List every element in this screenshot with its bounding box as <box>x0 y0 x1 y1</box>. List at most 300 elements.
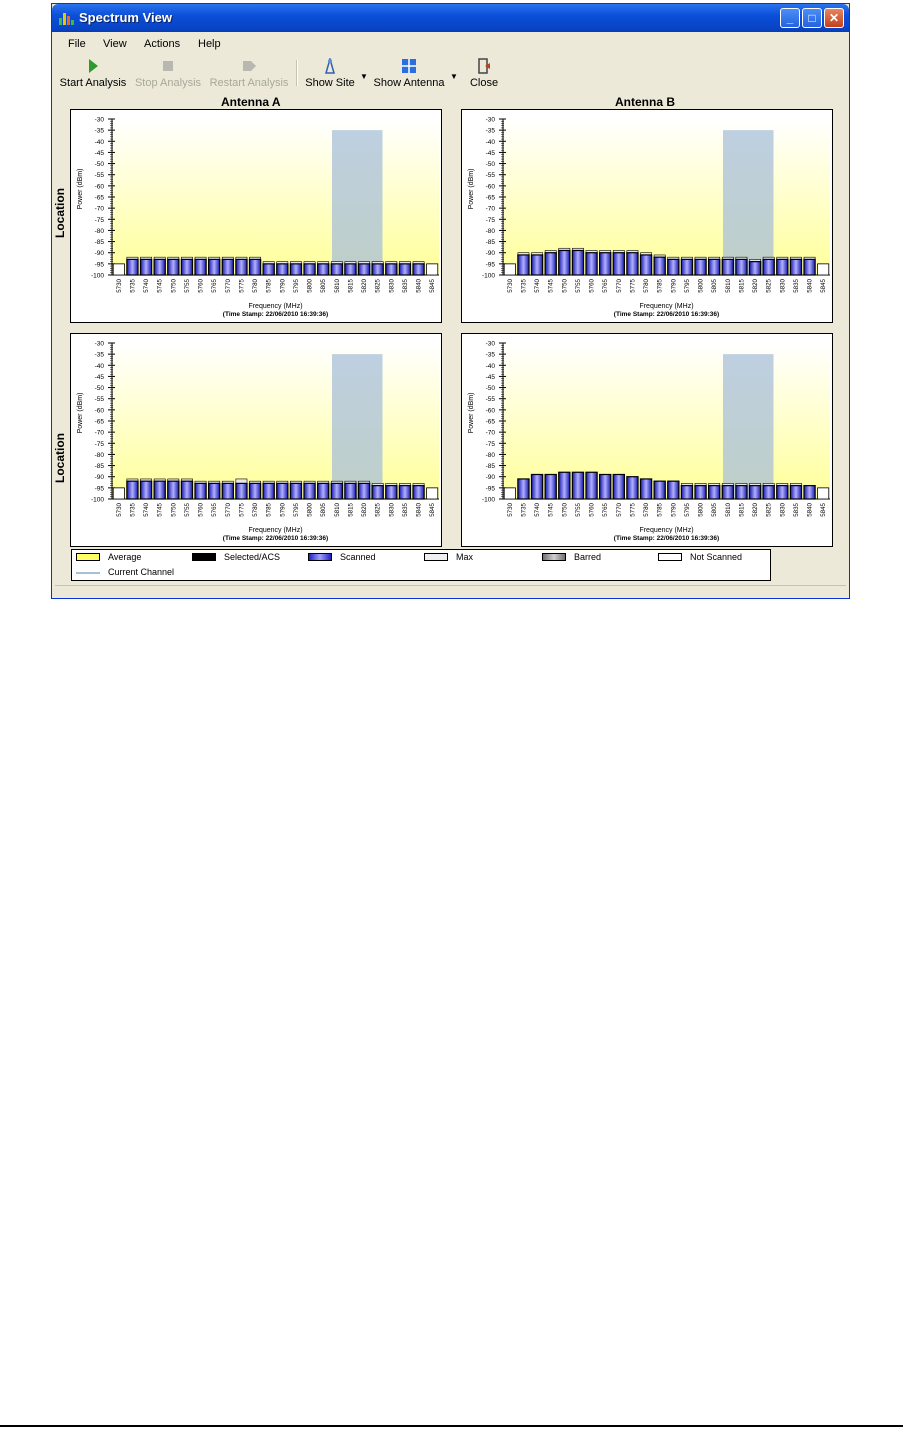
y-tick-label: -90 <box>94 474 104 482</box>
scanned-bar <box>627 253 638 275</box>
x-tick-label: 5840 <box>806 279 814 293</box>
status-bar <box>55 585 846 598</box>
legend-swatch <box>424 553 448 561</box>
y-tick-label: -85 <box>485 463 495 471</box>
show-antenna-dropdown-icon[interactable]: ▼ <box>450 72 458 81</box>
scanned-bar <box>545 253 556 275</box>
scanned-bar <box>572 250 583 275</box>
y-tick-label: -55 <box>485 172 495 180</box>
chart-antenna-a-bottom <box>70 333 442 547</box>
y-tick-label: -45 <box>94 149 104 157</box>
scanned-bar <box>386 486 397 499</box>
x-tick-label: 5810 <box>333 279 341 293</box>
x-tick-label: 5845 <box>429 279 437 293</box>
minimize-button[interactable]: _ <box>780 8 800 28</box>
scanned-bar <box>804 259 815 275</box>
scanned-bar <box>209 259 220 275</box>
y-tick-label: -35 <box>94 351 104 359</box>
x-tick-label: 5765 <box>211 503 219 517</box>
stop-icon <box>160 58 176 74</box>
x-tick-label: 5845 <box>820 503 828 517</box>
x-tick-label: 5825 <box>765 279 773 293</box>
scanned-bar <box>804 486 815 499</box>
current-channel-band <box>723 354 774 499</box>
legend-label: Average <box>108 552 142 562</box>
legend-item-scanned <box>308 552 418 564</box>
scanned-bar <box>263 483 274 499</box>
scanned-bar <box>613 253 624 275</box>
x-tick-label: 5760 <box>197 503 205 517</box>
timestamp-label: (Time Stamp: 22/06/2010 16:39:36) <box>613 311 720 318</box>
y-tick-label: -40 <box>94 362 104 370</box>
scanned-bar <box>263 264 274 275</box>
x-tick-label: 5815 <box>347 503 355 517</box>
legend-swatch <box>76 572 100 574</box>
x-tick-label: 5835 <box>401 279 409 293</box>
scanned-bar <box>413 264 424 275</box>
x-tick-label: 5795 <box>292 279 300 293</box>
x-tick-label: 5805 <box>320 279 328 293</box>
scanned-bar <box>181 259 192 275</box>
scanned-bar <box>386 264 397 275</box>
x-tick-label: 5800 <box>306 279 314 293</box>
scanned-bar <box>709 259 720 275</box>
scanned-bar <box>168 259 179 275</box>
x-tick-label: 5780 <box>643 279 651 293</box>
y-tick-label: -30 <box>485 116 495 124</box>
menu-help[interactable]: Help <box>198 38 221 50</box>
y-tick-label: -45 <box>94 373 104 381</box>
x-tick-label: 5760 <box>588 503 596 517</box>
x-tick-label: 5785 <box>656 279 664 293</box>
spectrum-chart-svg <box>462 334 832 546</box>
scanned-bar <box>331 483 342 499</box>
scanned-bar <box>613 474 624 499</box>
column-heading-antenna-b: Antenna B <box>615 95 675 109</box>
y-tick-label: -50 <box>485 385 495 393</box>
plot-background <box>112 119 439 275</box>
not-scanned-bar <box>504 264 515 275</box>
legend-label: Max <box>456 552 474 562</box>
scanned-bar <box>654 257 665 275</box>
scanned-bar <box>681 486 692 499</box>
x-tick-label: 5735 <box>129 503 137 517</box>
y-tick-label: -70 <box>94 429 104 437</box>
scanned-bar <box>399 486 410 499</box>
scanned-bar <box>586 472 597 499</box>
scanned-bar <box>763 259 774 275</box>
x-tick-label: 5775 <box>238 279 246 293</box>
x-tick-label: 5775 <box>629 279 637 293</box>
x-tick-label: 5745 <box>156 279 164 293</box>
y-tick-label: -35 <box>485 127 495 135</box>
y-tick-label: -80 <box>485 451 495 459</box>
scanned-bar <box>277 483 288 499</box>
scanned-bar <box>249 483 260 499</box>
y-tick-label: -70 <box>485 429 495 437</box>
scanned-bar <box>304 483 315 499</box>
toolbar <box>56 56 844 90</box>
restart-analysis-button[interactable] <box>208 56 290 90</box>
y-tick-label: -65 <box>94 418 104 426</box>
x-axis-label: Frequency (MHz) <box>248 303 303 310</box>
scanned-bar <box>372 264 383 275</box>
x-axis-label: Frequency (MHz) <box>639 527 694 534</box>
scanned-bar <box>749 486 760 499</box>
x-tick-label: 5735 <box>520 279 528 293</box>
row-heading-location-2: Location <box>53 433 67 483</box>
scanned-bar <box>168 481 179 499</box>
x-tick-label: 5820 <box>752 279 760 293</box>
x-tick-label: 5805 <box>320 503 328 517</box>
x-tick-label: 5755 <box>183 279 191 293</box>
legend-item-barred <box>542 552 652 564</box>
not-scanned-bar <box>113 264 124 275</box>
x-tick-label: 5770 <box>615 279 623 293</box>
x-tick-label: 5845 <box>429 503 437 517</box>
spectrum-chart-svg <box>462 110 832 322</box>
y-tick-label: -60 <box>485 183 495 191</box>
y-tick-label: -35 <box>485 351 495 359</box>
x-tick-label: 5820 <box>361 279 369 293</box>
y-tick-label: -65 <box>94 194 104 202</box>
restart-analysis-label: Restart Analysis <box>209 77 289 89</box>
y-tick-label: -90 <box>485 474 495 482</box>
scanned-bar <box>668 259 679 275</box>
x-tick-label: 5785 <box>265 279 273 293</box>
scanned-bar <box>749 262 760 275</box>
scanned-bar <box>195 483 206 499</box>
menu-file[interactable]: File <box>68 38 86 50</box>
x-tick-label: 5770 <box>615 503 623 517</box>
scanned-bar <box>518 479 529 499</box>
scanned-bar <box>249 259 260 275</box>
x-tick-label: 5840 <box>415 503 423 517</box>
x-tick-label: 5730 <box>115 279 123 293</box>
scanned-bar <box>559 250 570 275</box>
y-tick-label: -100 <box>90 272 104 280</box>
scanned-bar <box>140 481 151 499</box>
restart-icon <box>241 58 257 74</box>
scanned-bar <box>399 264 410 275</box>
menu-actions[interactable]: Actions <box>144 38 181 50</box>
spectrum-chart-svg <box>71 110 441 322</box>
maximize-button[interactable]: □ <box>802 8 822 28</box>
spectrum-chart-svg <box>71 334 441 546</box>
x-tick-label: 5800 <box>306 503 314 517</box>
scanned-bar <box>345 264 356 275</box>
scanned-bar <box>722 259 733 275</box>
y-tick-label: -100 <box>481 272 495 280</box>
x-tick-label: 5765 <box>211 279 219 293</box>
scanned-bar <box>318 264 329 275</box>
x-tick-label: 5745 <box>547 503 555 517</box>
chart-area <box>55 93 846 583</box>
scanned-bar <box>304 264 315 275</box>
x-tick-label: 5740 <box>534 279 542 293</box>
scanned-bar <box>640 479 651 499</box>
legend-label: Selected/ACS <box>224 552 281 562</box>
y-tick-label: -90 <box>485 250 495 258</box>
scanned-bar <box>736 486 747 499</box>
scanned-bar <box>290 264 301 275</box>
legend-label: Barred <box>574 552 602 562</box>
scanned-bar <box>627 477 638 499</box>
scanned-bar <box>358 264 369 275</box>
timestamp-label: (Time Stamp: 22/06/2010 16:39:36) <box>222 535 329 542</box>
y-tick-label: -85 <box>94 463 104 471</box>
x-tick-label: 5765 <box>602 503 610 517</box>
x-tick-label: 5805 <box>711 279 719 293</box>
x-tick-label: 5755 <box>574 503 582 517</box>
scanned-bar <box>763 486 774 499</box>
y-tick-label: -50 <box>94 385 104 393</box>
x-tick-label: 5735 <box>520 503 528 517</box>
antenna-grid-icon <box>401 58 417 74</box>
x-tick-label: 5840 <box>806 503 814 517</box>
scanned-bar <box>600 474 611 499</box>
scanned-bar <box>181 481 192 499</box>
x-tick-label: 5815 <box>738 279 746 293</box>
legend-item-max <box>424 552 534 564</box>
x-tick-label: 5775 <box>238 503 246 517</box>
current-channel-band <box>332 130 383 275</box>
scanned-bar <box>154 481 165 499</box>
scanned-bar <box>140 259 151 275</box>
scanned-bar <box>572 472 583 499</box>
y-tick-label: -60 <box>94 407 104 415</box>
show-site-dropdown-icon[interactable]: ▼ <box>360 72 368 81</box>
scanned-bar <box>722 486 733 499</box>
x-tick-label: 5770 <box>224 503 232 517</box>
y-tick-label: -95 <box>94 261 104 269</box>
scanned-bar <box>236 259 247 275</box>
show-site-button[interactable] <box>304 56 356 90</box>
x-tick-label: 5765 <box>602 279 610 293</box>
scanned-bar <box>531 255 542 275</box>
y-tick-label: -45 <box>485 149 495 157</box>
timestamp-label: (Time Stamp: 22/06/2010 16:39:36) <box>222 311 329 318</box>
plot-background <box>112 343 439 499</box>
scanned-bar <box>668 481 679 499</box>
scanned-bar <box>372 486 383 499</box>
y-axis-label: Power (dBm) <box>77 392 84 434</box>
x-tick-label: 5740 <box>143 279 151 293</box>
legend-label: Current Channel <box>108 567 175 577</box>
show-antenna-label: Show Antenna <box>373 77 445 89</box>
y-tick-label: -55 <box>94 396 104 404</box>
y-tick-label: -60 <box>94 183 104 191</box>
y-tick-label: -40 <box>485 138 495 146</box>
legend-swatch <box>542 553 566 561</box>
scanned-bar <box>777 486 788 499</box>
stop-analysis-label: Stop Analysis <box>134 77 202 89</box>
x-tick-label: 5845 <box>820 279 828 293</box>
scanned-bar <box>640 255 651 275</box>
x-tick-label: 5785 <box>265 503 273 517</box>
x-tick-label: 5745 <box>547 279 555 293</box>
x-tick-label: 5830 <box>388 279 396 293</box>
x-tick-label: 5810 <box>724 503 732 517</box>
x-tick-label: 5755 <box>574 279 582 293</box>
chart-antenna-b-bottom <box>461 333 833 547</box>
x-tick-label: 5795 <box>683 279 691 293</box>
start-analysis-button[interactable] <box>58 56 128 90</box>
scanned-bar <box>345 483 356 499</box>
scanned-bar <box>681 259 692 275</box>
legend-label: Not Scanned <box>690 552 743 562</box>
x-tick-label: 5830 <box>388 503 396 517</box>
x-tick-label: 5735 <box>129 279 137 293</box>
scanned-bar <box>277 264 288 275</box>
scanned-bar <box>209 483 220 499</box>
legend-label: Scanned <box>340 552 376 562</box>
y-tick-label: -80 <box>94 451 104 459</box>
y-tick-label: -70 <box>94 205 104 213</box>
x-tick-label: 5830 <box>779 279 787 293</box>
legend-swatch <box>76 553 100 561</box>
y-tick-label: -70 <box>485 205 495 213</box>
y-tick-label: -95 <box>94 485 104 493</box>
x-tick-label: 5770 <box>224 279 232 293</box>
x-tick-label: 5815 <box>347 279 355 293</box>
stop-analysis-button[interactable] <box>134 56 202 90</box>
legend-swatch <box>308 553 332 561</box>
x-tick-label: 5835 <box>792 503 800 517</box>
y-axis-label: Power (dBm) <box>77 168 84 210</box>
x-tick-label: 5740 <box>534 503 542 517</box>
x-tick-label: 5830 <box>779 503 787 517</box>
window-title: Spectrum View <box>79 10 172 25</box>
not-scanned-bar <box>504 488 515 499</box>
legend <box>71 549 771 581</box>
scanned-bar <box>545 474 556 499</box>
x-tick-label: 5810 <box>724 279 732 293</box>
close-button[interactable] <box>464 56 504 90</box>
y-tick-label: -60 <box>485 407 495 415</box>
x-tick-label: 5795 <box>683 503 691 517</box>
scanned-bar <box>777 259 788 275</box>
exit-door-icon <box>476 58 492 74</box>
legend-swatch <box>658 553 682 561</box>
scanned-bar <box>790 486 801 499</box>
scanned-bar <box>290 483 301 499</box>
scanned-bar <box>331 264 342 275</box>
x-tick-label: 5825 <box>765 503 773 517</box>
scanned-bar <box>695 259 706 275</box>
scanned-bar <box>695 486 706 499</box>
scanned-bar <box>413 486 424 499</box>
legend-item-current-channel <box>76 567 206 579</box>
y-tick-label: -95 <box>485 261 495 269</box>
x-tick-label: 5740 <box>143 503 151 517</box>
x-tick-label: 5730 <box>506 503 514 517</box>
x-tick-label: 5820 <box>361 503 369 517</box>
scanned-bar <box>654 481 665 499</box>
x-tick-label: 5795 <box>292 503 300 517</box>
y-tick-label: -55 <box>94 172 104 180</box>
x-tick-label: 5790 <box>670 503 678 517</box>
y-tick-label: -45 <box>485 373 495 381</box>
y-tick-label: -75 <box>485 440 495 448</box>
timestamp-label: (Time Stamp: 22/06/2010 16:39:36) <box>613 535 720 542</box>
x-tick-label: 5730 <box>506 279 514 293</box>
column-heading-antenna-a: Antenna A <box>221 95 281 109</box>
y-tick-label: -55 <box>485 396 495 404</box>
scanned-bar <box>195 259 206 275</box>
menu-view[interactable]: View <box>103 38 127 50</box>
legend-item-average <box>76 552 186 564</box>
y-tick-label: -40 <box>94 138 104 146</box>
chart-antenna-b-top <box>461 109 833 323</box>
current-channel-band <box>332 354 383 499</box>
close-window-button[interactable]: ✕ <box>824 8 844 28</box>
x-tick-label: 5790 <box>279 279 287 293</box>
x-tick-label: 5840 <box>415 279 423 293</box>
x-tick-label: 5780 <box>643 503 651 517</box>
y-axis-label: Power (dBm) <box>468 392 475 434</box>
x-tick-label: 5760 <box>197 279 205 293</box>
y-tick-label: -100 <box>481 496 495 504</box>
chart-antenna-a-top <box>70 109 442 323</box>
x-tick-label: 5785 <box>656 503 664 517</box>
x-tick-label: 5750 <box>170 503 178 517</box>
site-tower-icon <box>322 58 338 74</box>
x-tick-label: 5780 <box>252 503 260 517</box>
y-tick-label: -80 <box>485 227 495 235</box>
scanned-bar <box>127 259 138 275</box>
x-tick-label: 5750 <box>170 279 178 293</box>
x-tick-label: 5755 <box>183 503 191 517</box>
spectrum-app-icon <box>57 9 75 27</box>
y-tick-label: -75 <box>94 216 104 224</box>
title-bar[interactable] <box>52 4 849 32</box>
scanned-bar <box>586 253 597 275</box>
show-site-label: Show Site <box>305 77 355 89</box>
x-axis-label: Frequency (MHz) <box>639 303 694 310</box>
legend-item-not-scanned <box>658 552 768 564</box>
start-analysis-label: Start Analysis <box>59 77 127 89</box>
y-tick-label: -65 <box>485 194 495 202</box>
x-tick-label: 5800 <box>697 503 705 517</box>
y-tick-label: -40 <box>485 362 495 370</box>
y-tick-label: -50 <box>485 161 495 169</box>
x-tick-label: 5835 <box>792 279 800 293</box>
row-heading-location-1: Location <box>53 188 67 238</box>
x-tick-label: 5810 <box>333 503 341 517</box>
x-tick-label: 5825 <box>374 503 382 517</box>
x-tick-label: 5750 <box>561 279 569 293</box>
scanned-bar <box>600 253 611 275</box>
y-tick-label: -90 <box>94 250 104 258</box>
show-antenna-button[interactable] <box>372 56 446 90</box>
x-tick-label: 5760 <box>588 279 596 293</box>
x-tick-label: 5780 <box>252 279 260 293</box>
scanned-bar <box>518 255 529 275</box>
scanned-bar <box>358 483 369 499</box>
y-tick-label: -30 <box>94 340 104 348</box>
scanned-bar <box>127 481 138 499</box>
play-icon <box>85 58 101 74</box>
spectrum-view-window <box>51 3 850 599</box>
x-tick-label: 5790 <box>279 503 287 517</box>
scanned-bar <box>559 472 570 499</box>
not-scanned-bar <box>427 488 438 499</box>
x-tick-label: 5730 <box>115 503 123 517</box>
y-tick-label: -50 <box>94 161 104 169</box>
y-tick-label: -80 <box>94 227 104 235</box>
y-tick-label: -85 <box>94 239 104 247</box>
